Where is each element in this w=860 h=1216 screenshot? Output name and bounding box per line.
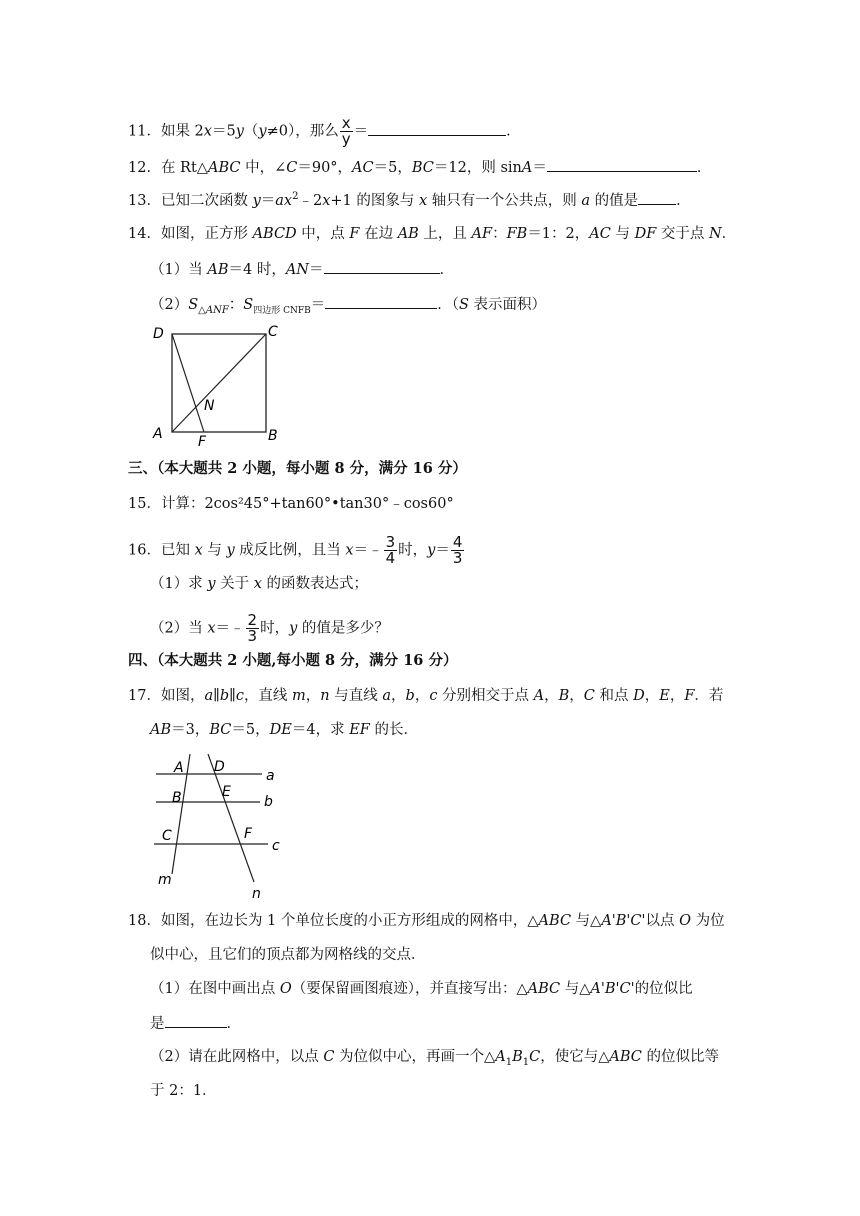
var: AC: [352, 160, 374, 176]
var: B: [512, 1049, 523, 1065]
var: n: [320, 688, 330, 704]
section-3-heading: 三、（本大题共 2 小题，每小题 8 分，满分 16 分）: [128, 460, 467, 477]
var: x: [253, 576, 262, 592]
text: （2）: [150, 297, 189, 313]
square-figure: [150, 322, 290, 448]
question-18-part-2: [150, 1047, 719, 1067]
var: S: [188, 297, 199, 313]
var: B: [558, 688, 570, 704]
text: 的值是: [590, 193, 639, 209]
text: 已知: [160, 542, 195, 559]
var: y: [427, 542, 436, 559]
question-18-line-2: [150, 945, 426, 965]
subscript: 1: [505, 1056, 513, 1068]
text: 为位似中心，再画一个△: [334, 1049, 496, 1065]
text: ，: [644, 688, 660, 704]
text: ，: [414, 688, 430, 704]
var: A: [521, 160, 533, 176]
text: ＝4，求: [291, 722, 350, 738]
var: C: [529, 1049, 541, 1065]
superscript: 2: [292, 191, 299, 203]
var: ABC: [207, 160, 241, 176]
text: 与直线: [329, 688, 383, 704]
text: 为位: [691, 913, 725, 929]
question-17: [128, 686, 723, 706]
question-15: [128, 494, 454, 514]
question-number: 15．: [128, 496, 161, 512]
text: 与: [610, 226, 635, 242]
question-18-part-1-line-2: [150, 1013, 241, 1034]
text: ＝4 时，: [228, 262, 286, 278]
var: AB: [150, 722, 172, 738]
subscript: 四边形 CNFB: [253, 305, 311, 316]
label-line-b: b: [264, 794, 273, 810]
fraction: [246, 613, 260, 644]
text: ＝5，: [373, 160, 412, 176]
var: C: [286, 160, 298, 176]
text: 如图，在边长为 1 个单位长度的小正方形组成的网格中，△: [160, 913, 539, 929]
fraction: [384, 535, 398, 566]
var: A'B'C': [590, 981, 635, 997]
label-line-n: n: [252, 886, 261, 900]
text: ∥: [213, 688, 220, 704]
var: y: [226, 542, 235, 559]
text: 计算：2cos²45°+tan60°•tan30°﹣cos60°: [160, 496, 454, 512]
var: A'B'C': [601, 913, 646, 929]
question-18-part-1: [150, 979, 693, 999]
var: AN: [285, 262, 309, 278]
text: ＝: [353, 123, 369, 140]
text: 于 2：1．: [150, 1083, 217, 1099]
text: ＝90°，: [297, 160, 353, 176]
text: 时，: [398, 542, 428, 559]
text: 的长．: [369, 722, 418, 738]
label-e-point: E: [222, 784, 231, 800]
var: x: [203, 123, 212, 140]
text: +1 的图象与: [330, 193, 419, 209]
text: ＝: [435, 542, 450, 559]
text: 的值是多少？: [297, 620, 389, 637]
text: （2）请在此网格中，以点: [150, 1049, 324, 1065]
text: 如图，正方形: [160, 226, 253, 242]
var: x: [418, 193, 428, 209]
text: 分别相交于点: [437, 688, 534, 704]
question-number: 14．: [128, 226, 161, 242]
var: ABC: [609, 1049, 642, 1065]
text: 交于点: [656, 226, 709, 242]
answer-blank[interactable]: [325, 294, 437, 309]
question-number: 16．: [128, 542, 161, 559]
question-14: [128, 224, 736, 244]
var: x: [194, 542, 203, 559]
text: ，: [669, 688, 685, 704]
text: ﹣2: [298, 193, 323, 209]
text: 与△: [571, 913, 602, 929]
label-line-c: c: [272, 838, 280, 854]
text: 似中心，且它们的顶点都为网格线的交点．: [150, 947, 426, 963]
text: 时，: [260, 620, 290, 637]
text: ，直线: [243, 688, 293, 704]
text: ＝: [532, 160, 547, 176]
question-18: [128, 911, 725, 931]
question-16: [128, 535, 465, 566]
parallel-lines-figure: [150, 750, 290, 900]
answer-blank[interactable]: [324, 259, 440, 274]
question-13: [128, 190, 691, 211]
var: a: [382, 688, 392, 704]
denominator: 3: [247, 627, 258, 645]
var: c: [429, 688, 438, 704]
text: ．: [721, 226, 737, 242]
var: AB: [397, 226, 419, 242]
question-17-line-2: [150, 720, 418, 740]
text: ．（: [437, 297, 459, 313]
label-f-point: F: [244, 826, 253, 842]
label-line-a: a: [266, 768, 275, 784]
var: a: [581, 193, 591, 209]
text: （1）在图中画出点: [150, 981, 280, 997]
var: S: [458, 297, 469, 313]
var: N: [708, 226, 722, 242]
text: ＝: [310, 297, 326, 313]
var: FB: [506, 226, 528, 242]
question-number: 11．: [128, 123, 161, 140]
text: （1）当: [150, 262, 208, 278]
var: D: [633, 688, 645, 704]
label-b: B: [268, 428, 278, 444]
text: ＝﹣: [215, 620, 245, 637]
var: AB: [207, 262, 229, 278]
denominator: 3: [452, 549, 463, 567]
var: EF: [349, 722, 370, 738]
text: ．: [696, 160, 712, 176]
text: 的位似比: [634, 981, 693, 997]
var: C: [323, 1049, 335, 1065]
numerator: x: [341, 114, 351, 132]
var: ABCD: [252, 226, 297, 242]
question-14-part-1: [150, 259, 454, 280]
numerator: 2: [247, 611, 258, 629]
question-14-part-2: [150, 294, 546, 315]
text: 表示面积）: [468, 297, 546, 313]
text: 成反比例，且当: [234, 542, 346, 559]
text: 如图，: [160, 688, 205, 704]
numerator: 4: [452, 533, 463, 551]
var: E: [659, 688, 670, 704]
text: 上，且: [418, 226, 472, 242]
denominator: 4: [385, 549, 396, 567]
var: F: [349, 226, 360, 242]
label-d: D: [153, 326, 164, 342]
text: （2）当: [150, 620, 208, 637]
denominator: y: [341, 130, 351, 148]
text: ＝: [260, 193, 276, 209]
var: c: [235, 688, 244, 704]
label-c-point: C: [162, 828, 172, 844]
subscript: △ANF: [198, 304, 229, 316]
label-line-m: m: [158, 872, 172, 888]
text: ．: [506, 123, 521, 140]
text: 与△: [560, 981, 591, 997]
var: b: [219, 688, 230, 704]
var: A: [495, 1049, 506, 1065]
var: x: [207, 620, 216, 637]
text: 在 Rt△: [160, 160, 208, 176]
text: 和点: [594, 688, 634, 704]
question-number: 18．: [128, 913, 161, 929]
var: ax: [275, 193, 293, 209]
text: 如果 2: [160, 123, 204, 140]
text: ：: [228, 297, 244, 313]
var: y: [258, 123, 267, 140]
text: 与: [202, 542, 227, 559]
section-4-heading: 四、（本大题共 2 小题,每小题 8 分，满分 16 分）: [128, 652, 458, 669]
text: ＝3，: [171, 722, 210, 738]
var: x: [322, 193, 331, 209]
text: ＝12，则 sin: [433, 160, 522, 176]
var: a: [204, 688, 214, 704]
question-number: 12．: [128, 160, 161, 176]
label-n: N: [204, 398, 215, 414]
text: ，使它与△: [540, 1049, 610, 1065]
text: 已知二次函数: [160, 193, 253, 209]
answer-blank[interactable]: [368, 121, 506, 136]
question-16-part-2: [150, 613, 389, 644]
fraction: [340, 116, 353, 147]
numerator: 3: [385, 533, 396, 551]
var: ABC: [527, 981, 561, 997]
question-number: 13．: [128, 193, 161, 209]
var: C: [583, 688, 595, 704]
text: ．若: [694, 688, 724, 704]
text: ．: [439, 262, 454, 278]
label-b-point: B: [172, 790, 182, 806]
answer-blank[interactable]: [638, 190, 676, 205]
var: x: [345, 542, 354, 559]
question-number: 17．: [128, 688, 161, 704]
diagonal-ac: [172, 334, 266, 432]
question-12: [128, 157, 711, 178]
text: ：: [492, 226, 507, 242]
var: b: [405, 688, 415, 704]
var: S: [243, 297, 254, 313]
var: m: [292, 688, 306, 704]
label-d-point: D: [214, 759, 225, 775]
var: y: [235, 123, 244, 140]
var: O: [679, 913, 691, 929]
text: ≠0），那么: [266, 123, 339, 140]
text: ．: [226, 1016, 241, 1032]
question-16-part-1: [150, 574, 368, 594]
text: 中，∠: [240, 160, 287, 176]
question-11: [128, 116, 521, 147]
text: ，: [391, 688, 406, 704]
text: 在边: [359, 226, 398, 242]
text: （: [243, 123, 259, 140]
text: 关于: [215, 576, 254, 592]
text: 中，点: [296, 226, 350, 242]
label-f: F: [198, 434, 207, 448]
answer-blank[interactable]: [165, 1013, 227, 1028]
text: ．: [676, 193, 691, 209]
text: ＝5，: [231, 722, 270, 738]
text: 的函数表达式；: [261, 576, 369, 592]
text: ，: [569, 688, 584, 704]
var: AF: [471, 226, 493, 242]
var: BC: [209, 722, 232, 738]
question-18-part-2-line-2: [150, 1081, 217, 1101]
text: ∥: [229, 688, 236, 704]
label-c: C: [268, 324, 278, 340]
text: ，: [544, 688, 559, 704]
var: BC: [411, 160, 434, 176]
text: ，: [305, 688, 321, 704]
segment-df: [172, 334, 204, 432]
label-a: A: [153, 426, 163, 442]
text: ＝5: [211, 123, 236, 140]
var: y: [207, 576, 216, 592]
var: DE: [269, 722, 292, 738]
var: y: [252, 193, 261, 209]
fraction: [451, 535, 465, 566]
var: AC: [589, 226, 611, 242]
text: 的位似比等: [641, 1049, 719, 1065]
text: ＝1：2，: [527, 226, 590, 242]
var: y: [289, 620, 298, 637]
var: A: [533, 688, 545, 704]
var: F: [684, 688, 695, 704]
text: 以点: [645, 913, 680, 929]
subscript: 1: [522, 1056, 530, 1068]
answer-blank[interactable]: [547, 157, 697, 172]
text: ＝: [309, 262, 324, 278]
label-a-point: A: [174, 760, 184, 776]
text: ＝﹣: [353, 542, 383, 559]
text: （要保留画图痕迹），并直接写出：△: [291, 981, 528, 997]
var: O: [279, 981, 292, 997]
var: ABC: [538, 913, 572, 929]
text: 是: [150, 1016, 165, 1032]
text: 轴只有一个公共点，则: [427, 193, 582, 209]
text: （1）求: [150, 576, 208, 592]
var: DF: [634, 226, 657, 242]
